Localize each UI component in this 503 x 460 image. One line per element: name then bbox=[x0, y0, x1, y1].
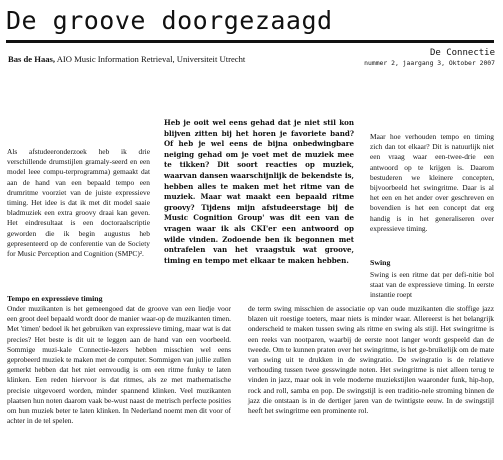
column-3-text: Maar hoe verhouden tempo en timing zich dan tot elkaar? Dit is natuurlijk niet een vraag waar een-twee-drie een antwoord op te krijgen is. Daarom bestuderen we kleinere concepten, bijvoorbeeld het swingritme. Daar is al het een en het ander over geschreven en bovendien is het een concept dat erg handig is in het generaliseren over expressieve timing. bbox=[370, 132, 494, 233]
swing-paragraph bbox=[370, 270, 494, 301]
issue-line: nummer 2, jaargang 3, Oktober 2007 bbox=[364, 59, 495, 67]
swing-continued-text: de term swing misschien de associatie op van oude muzikanten die stoffige jazz blazen uit roestige toeters, maar niets is minder waar. Allereerst is het belangrijk onderscheid te maken tussen swing als ritme en swing als stijl. Het swingritme is een reeks van nootparen, waarbij de eerste noot langer wordt gespeeld dan de tweede. Om te kunnen praten over het swingritme, is het ge-bruikelijk om de mate van swing uit te drukken in de swingratio. De swingratio is de relatieve verhouding tussen twee gesswingde noten. Het swingritme is niet alleen terug te vinden in jazz, maar ook in vele moderne muziekstijlen waaronder funk, hip-hop, rock and roll, samba en pop. De swingstijl is een traditio-nele stroming binnen de jazz die ontstaan is in de dertiger jaren van de twintigste eeuw. In de swingstijl heeft het swingritme een prominente rol. bbox=[248, 304, 494, 416]
tempo-heading: Tempo en expressieve timing bbox=[7, 294, 103, 303]
intro-paragraph: Heb je ooit wel eens gehad dat je niet stil kon blijven zitten bij het horen je favoriete band? Of heb je wel eens de bijna onbedwingbare neiging gehad om je voet met de muziek mee te tikken? Dit soort reacties op muziek, waarvan dansen waarschijnlijk de bekendste is, hebben alles te maken met het ritme van de muziek. Maar wat maakt een bepaald ritme groovy? Tijdens mijn afstudeerstage bij de Music Cognition Group' was dit een van de vragen waar ik als CKI'er een antwoord op wilde vinden. Zodoende ben ik begonnen met ontrafelen van het vraagstuk wat groove, timing en tempo met elkaar te maken hebben. bbox=[164, 118, 354, 265]
tempo-text: Onder muzikanten is het gemeengoed dat de groove van een liedje voor een groot deel bepaald wordt door de manier waar-op de muzikanten timen. Met 'timen' bedoel ik het gebruiken van expressieve timing, maar wat is dat precies? Het beste is dit uit te leggen aan de hand van een voorbeeld. Sommige muzi-kale Connectie-lezers hebben misschien wel eens geprobeerd muziek te maken met de computer. Sommigen van jullie zullen gemerkt hebben dat het niet eenvoudig is om een ritme funky te laten klinken. Een reden hiervoor is dat ritmes, als ze met mathematische precisie uitgevoerd worden, minder spannend klinken. Veel muzikanten plaatsen hun noten daarom vaak be-wust naast de metrisch perfecte posities om hun muziek beter te laten klinken. In Nederland noemt men dit voor of achter in de tel spelen. bbox=[7, 304, 231, 426]
title-rule bbox=[6, 40, 494, 43]
byline bbox=[8, 54, 245, 64]
article-title: De groove doorgezaagd bbox=[6, 6, 333, 35]
column-1-text: Als afstudeeronderzoek heb ik drie verschillende drumstijlen gramaly-seerd en een model leee compu-terprogramma) gemaakt dat aan de hand van een bepaald tempo een drumritme voorziet van de juiste expressieve timing. Het idee is dat ik met dit model saaie bladmuziek een extra groovy draai kan geven. Het eindresultaat is een doctoraalscriptie geworden die ik begin augustus heb gepresenteerd op de conferentie van de Society for Music Perception and Cognition (SMPC)². bbox=[7, 147, 150, 259]
swing-heading: Swing bbox=[370, 258, 391, 267]
column-3-paragraph bbox=[370, 132, 494, 234]
swing-text: Swing is een ritme dat per defi-nitie bol staat van de expressieve timing. In eerste instantie roept bbox=[370, 270, 494, 300]
swing-continued-paragraph bbox=[248, 304, 494, 416]
tempo-paragraph bbox=[7, 304, 231, 426]
magazine-name: De Connectie bbox=[429, 48, 495, 58]
magazine-info bbox=[364, 48, 495, 68]
column-1-paragraph bbox=[7, 147, 150, 259]
author-affiliation: AIO Music Information Retrieval, Universiteit Utrecht bbox=[55, 54, 246, 64]
author-name: Bas de Haas, bbox=[8, 54, 56, 64]
